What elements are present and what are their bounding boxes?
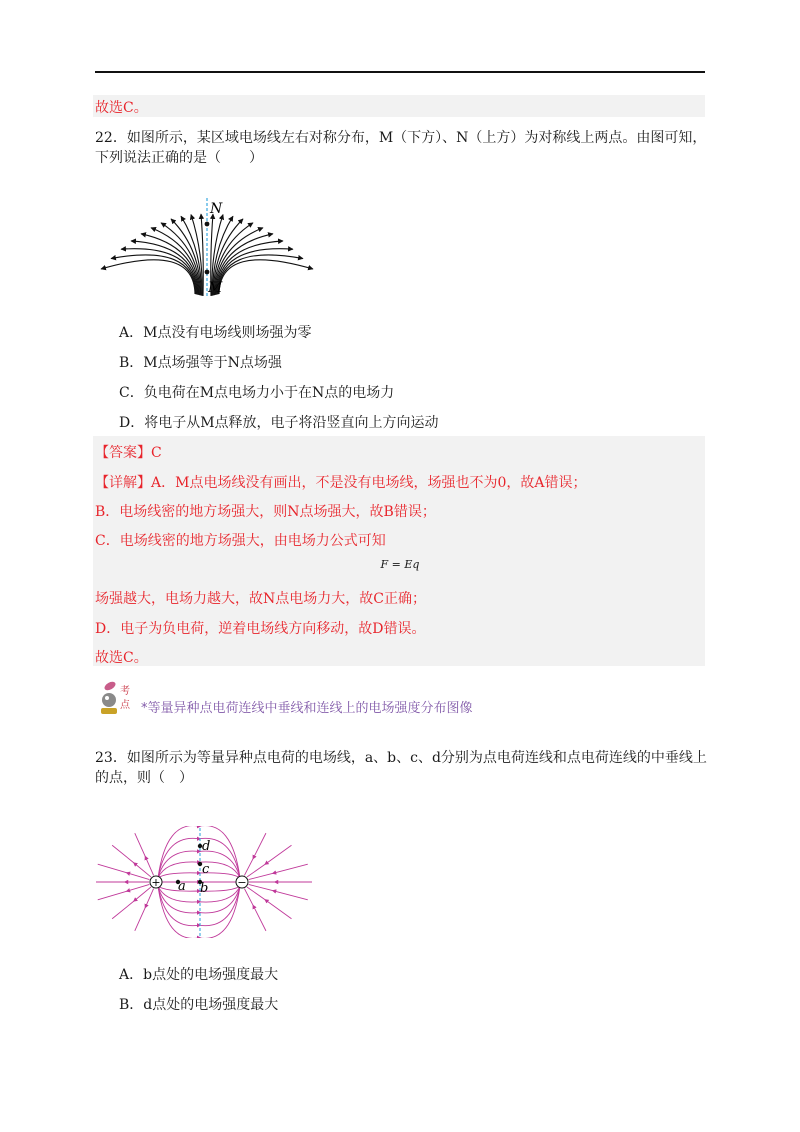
label-c: c bbox=[202, 862, 210, 877]
point-n-dot bbox=[205, 222, 210, 227]
q22-explain-d: D．电子为负电荷，逆着电场线方向移动，故D错误。 bbox=[95, 621, 426, 637]
label-m: M bbox=[208, 280, 223, 296]
prev-conclusion: 故选C。 bbox=[95, 100, 148, 116]
point-m-dot bbox=[205, 270, 210, 275]
field-line-connecting bbox=[158, 826, 240, 878]
prev-answer-block bbox=[93, 95, 705, 117]
field-line-outward bbox=[112, 845, 151, 877]
kaodian-icon-char1: 考 bbox=[120, 686, 130, 697]
field-line bbox=[218, 255, 303, 294]
formula: F = Eq bbox=[380, 558, 420, 571]
label-b: b bbox=[200, 881, 209, 896]
q22-explain-c-cont: 场强越大，电场力越大，故N点电场力大，故C正确； bbox=[95, 591, 426, 607]
field-line bbox=[111, 255, 196, 294]
field-line-outward bbox=[98, 864, 150, 879]
field-line-outward bbox=[135, 889, 154, 931]
kaodian-icon bbox=[96, 678, 140, 716]
q23-option-b: B．d点处的电场强度最大 bbox=[119, 997, 279, 1013]
label-n: N bbox=[210, 201, 223, 217]
q22-explain-a: 【详解】A．M点电场线没有画出，不是没有电场线，场强也不为0，故A错误； bbox=[95, 475, 587, 491]
field-line-connecting bbox=[158, 886, 240, 902]
negative-sign: − bbox=[237, 876, 247, 889]
q23-stem bbox=[95, 748, 707, 788]
field-line-outward bbox=[112, 887, 151, 919]
field-line-outward bbox=[135, 833, 154, 875]
label-d: d bbox=[202, 839, 211, 854]
positive-sign: + bbox=[151, 876, 161, 889]
q22-conclusion: 故选C。 bbox=[95, 650, 148, 666]
q22-field-figure bbox=[96, 192, 326, 302]
header-rule bbox=[95, 71, 705, 73]
kaodian-icon-char2: 点 bbox=[120, 700, 130, 711]
field-line-inward bbox=[247, 845, 292, 877]
field-line-connecting bbox=[158, 886, 240, 891]
field-line bbox=[219, 260, 313, 294]
q22-option-c: C．负电荷在M点电场力小于在N点的电场力 bbox=[119, 385, 395, 401]
q22-option-d: D．将电子从M点释放，电子将沿竖直向上方向运动 bbox=[119, 415, 439, 431]
q22-explain-c: C．电场线密的地方场强大，由电场力公式可知 bbox=[95, 533, 386, 549]
q23-dipole-figure bbox=[96, 826, 316, 938]
field-line-inward bbox=[249, 864, 308, 879]
q22-option-a: A．M点没有电场线则场强为零 bbox=[119, 325, 312, 341]
field-line-inward bbox=[249, 884, 308, 899]
field-line bbox=[101, 260, 195, 294]
q22-stem: 22．如图所示，某区域电场线左右对称分布，M（下方）、N（上方）为对称线上两点。由图可知，下列说法正确的是（ ） bbox=[95, 130, 707, 166]
field-line-connecting bbox=[158, 873, 240, 878]
field-line-inward bbox=[244, 889, 266, 931]
field-line-inward bbox=[247, 887, 292, 919]
q23-stem-text: 23．如图所示为等量异种点电荷的电场线，a、b、c、d分别为点电荷连线和点电荷连线的中垂线上的点，则（ ） bbox=[95, 750, 707, 786]
q22-explain-b: B．电场线密的地方场强大，则N点场强大，故B错误； bbox=[95, 504, 436, 520]
field-line-inward bbox=[244, 833, 266, 875]
label-a: a bbox=[178, 879, 186, 894]
kaodian-text: *等量异种点电荷连线中垂线和连线上的电场强度分布图像 bbox=[141, 701, 473, 716]
field-line-outward bbox=[98, 884, 150, 899]
q22-answer-block bbox=[93, 436, 705, 666]
q22-option-b: B．M点场强等于N点场强 bbox=[119, 355, 282, 371]
field-line-connecting bbox=[158, 886, 240, 938]
q23-option-a: A．b点处的电场强度最大 bbox=[119, 967, 279, 983]
q22-answer: 【答案】C bbox=[95, 445, 162, 461]
